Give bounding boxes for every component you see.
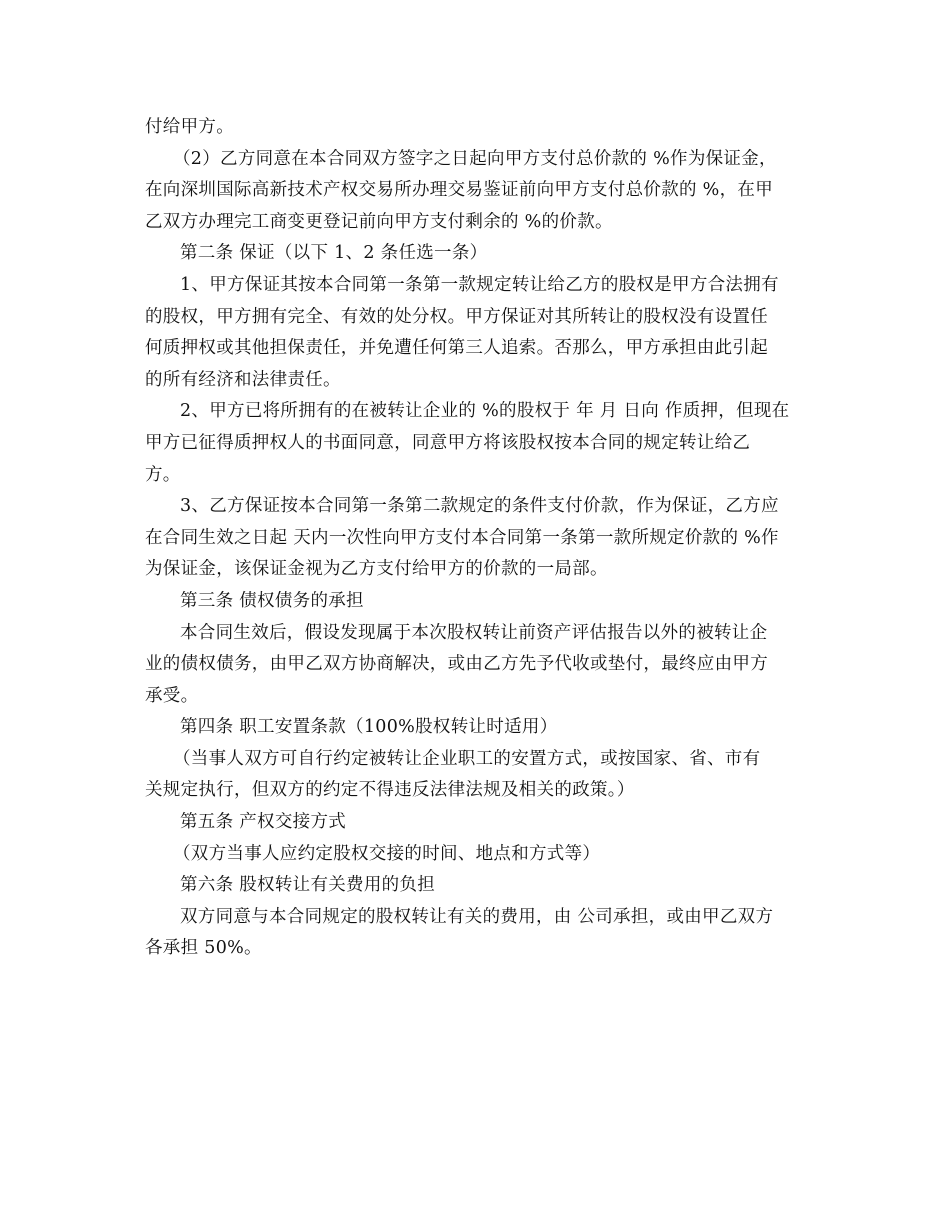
text-line: 乙双方办理完工商变更登记前向甲方支付剩余的 %的价款。 [145,211,613,232]
text-line: 2、甲方已将所拥有的在被转让企业的 %的股权于 年 月 日向 作质押，但现在 [180,401,790,422]
text-line: 业的债权债务，由甲乙双方协商解决，或由乙方先予代收或垫付，最终应由甲方 [145,654,768,675]
text-line: （2）乙方同意在本合同双方签字之日起向甲方支付总价款的 %作为保证金， [173,148,777,169]
text-line: 在向深圳国际高新技术产权交易所办理交易鉴证前向甲方支付总价款的 %，在甲 [145,180,773,201]
section-heading: 第四条 职工安置条款（100%股权转让时适用） [180,717,558,738]
document-body [145,112,810,965]
text-line: 的所有经济和法律责任。 [145,369,341,390]
text-line: （双方当事人应约定股权交接的时间、地点和方式等） [173,843,601,864]
text-line: 1、甲方保证其按本合同第一条第一款规定转让给乙方的股权是甲方合法拥有 [180,274,779,295]
text-line: 何质押权或其他担保责任，并免遭任何第三人追索。否那么，甲方承担由此引起 [145,338,768,359]
text-line: 的股权，甲方拥有完全、有效的处分权。甲方保证对其所转让的股权没有设置任 [145,306,768,327]
text-line: 付给甲方。 [145,117,234,137]
section-heading: 第五条 产权交接方式 [180,812,347,833]
text-line: 在合同生效之日起 天内一次性向甲方支付本合同第一条第一款所规定价款的 %作 [145,527,779,548]
text-line: （当事人双方可自行约定被转让企业职工的安置方式，或按国家、省、市有 [173,748,761,769]
text-line: 承受。 [145,685,199,706]
text-line: 各承担 50%。 [145,938,262,959]
text-line: 关规定执行，但双方的约定不得违反法律法规及相关的政策。） [145,780,635,801]
text-line: 3、乙方保证按本合同第一条第二款规定的条件支付价款，作为保证，乙方应 [180,496,779,517]
text-line: 方。 [145,464,181,485]
section-heading: 第六条 股权转让有关费用的负担 [180,875,436,896]
text-line: 双方同意与本合同规定的股权转让有关的费用，由 公司承担，或由甲乙双方 [180,906,774,927]
section-heading: 第三条 债权债务的承担 [180,590,364,611]
text-line: 本合同生效后，假设发现属于本次股权转让前资产评估报告以外的被转让企 [180,622,768,643]
text-line: 为保证金，该保证金视为乙方支付给甲方的价款的一局部。 [145,559,608,580]
text-line: 甲方已征得质押权人的书面同意，同意甲方将该股权按本合同的规定转让给乙 [145,432,751,453]
section-heading: 第二条 保证（以下 1、2 条任选一条） [180,243,488,264]
